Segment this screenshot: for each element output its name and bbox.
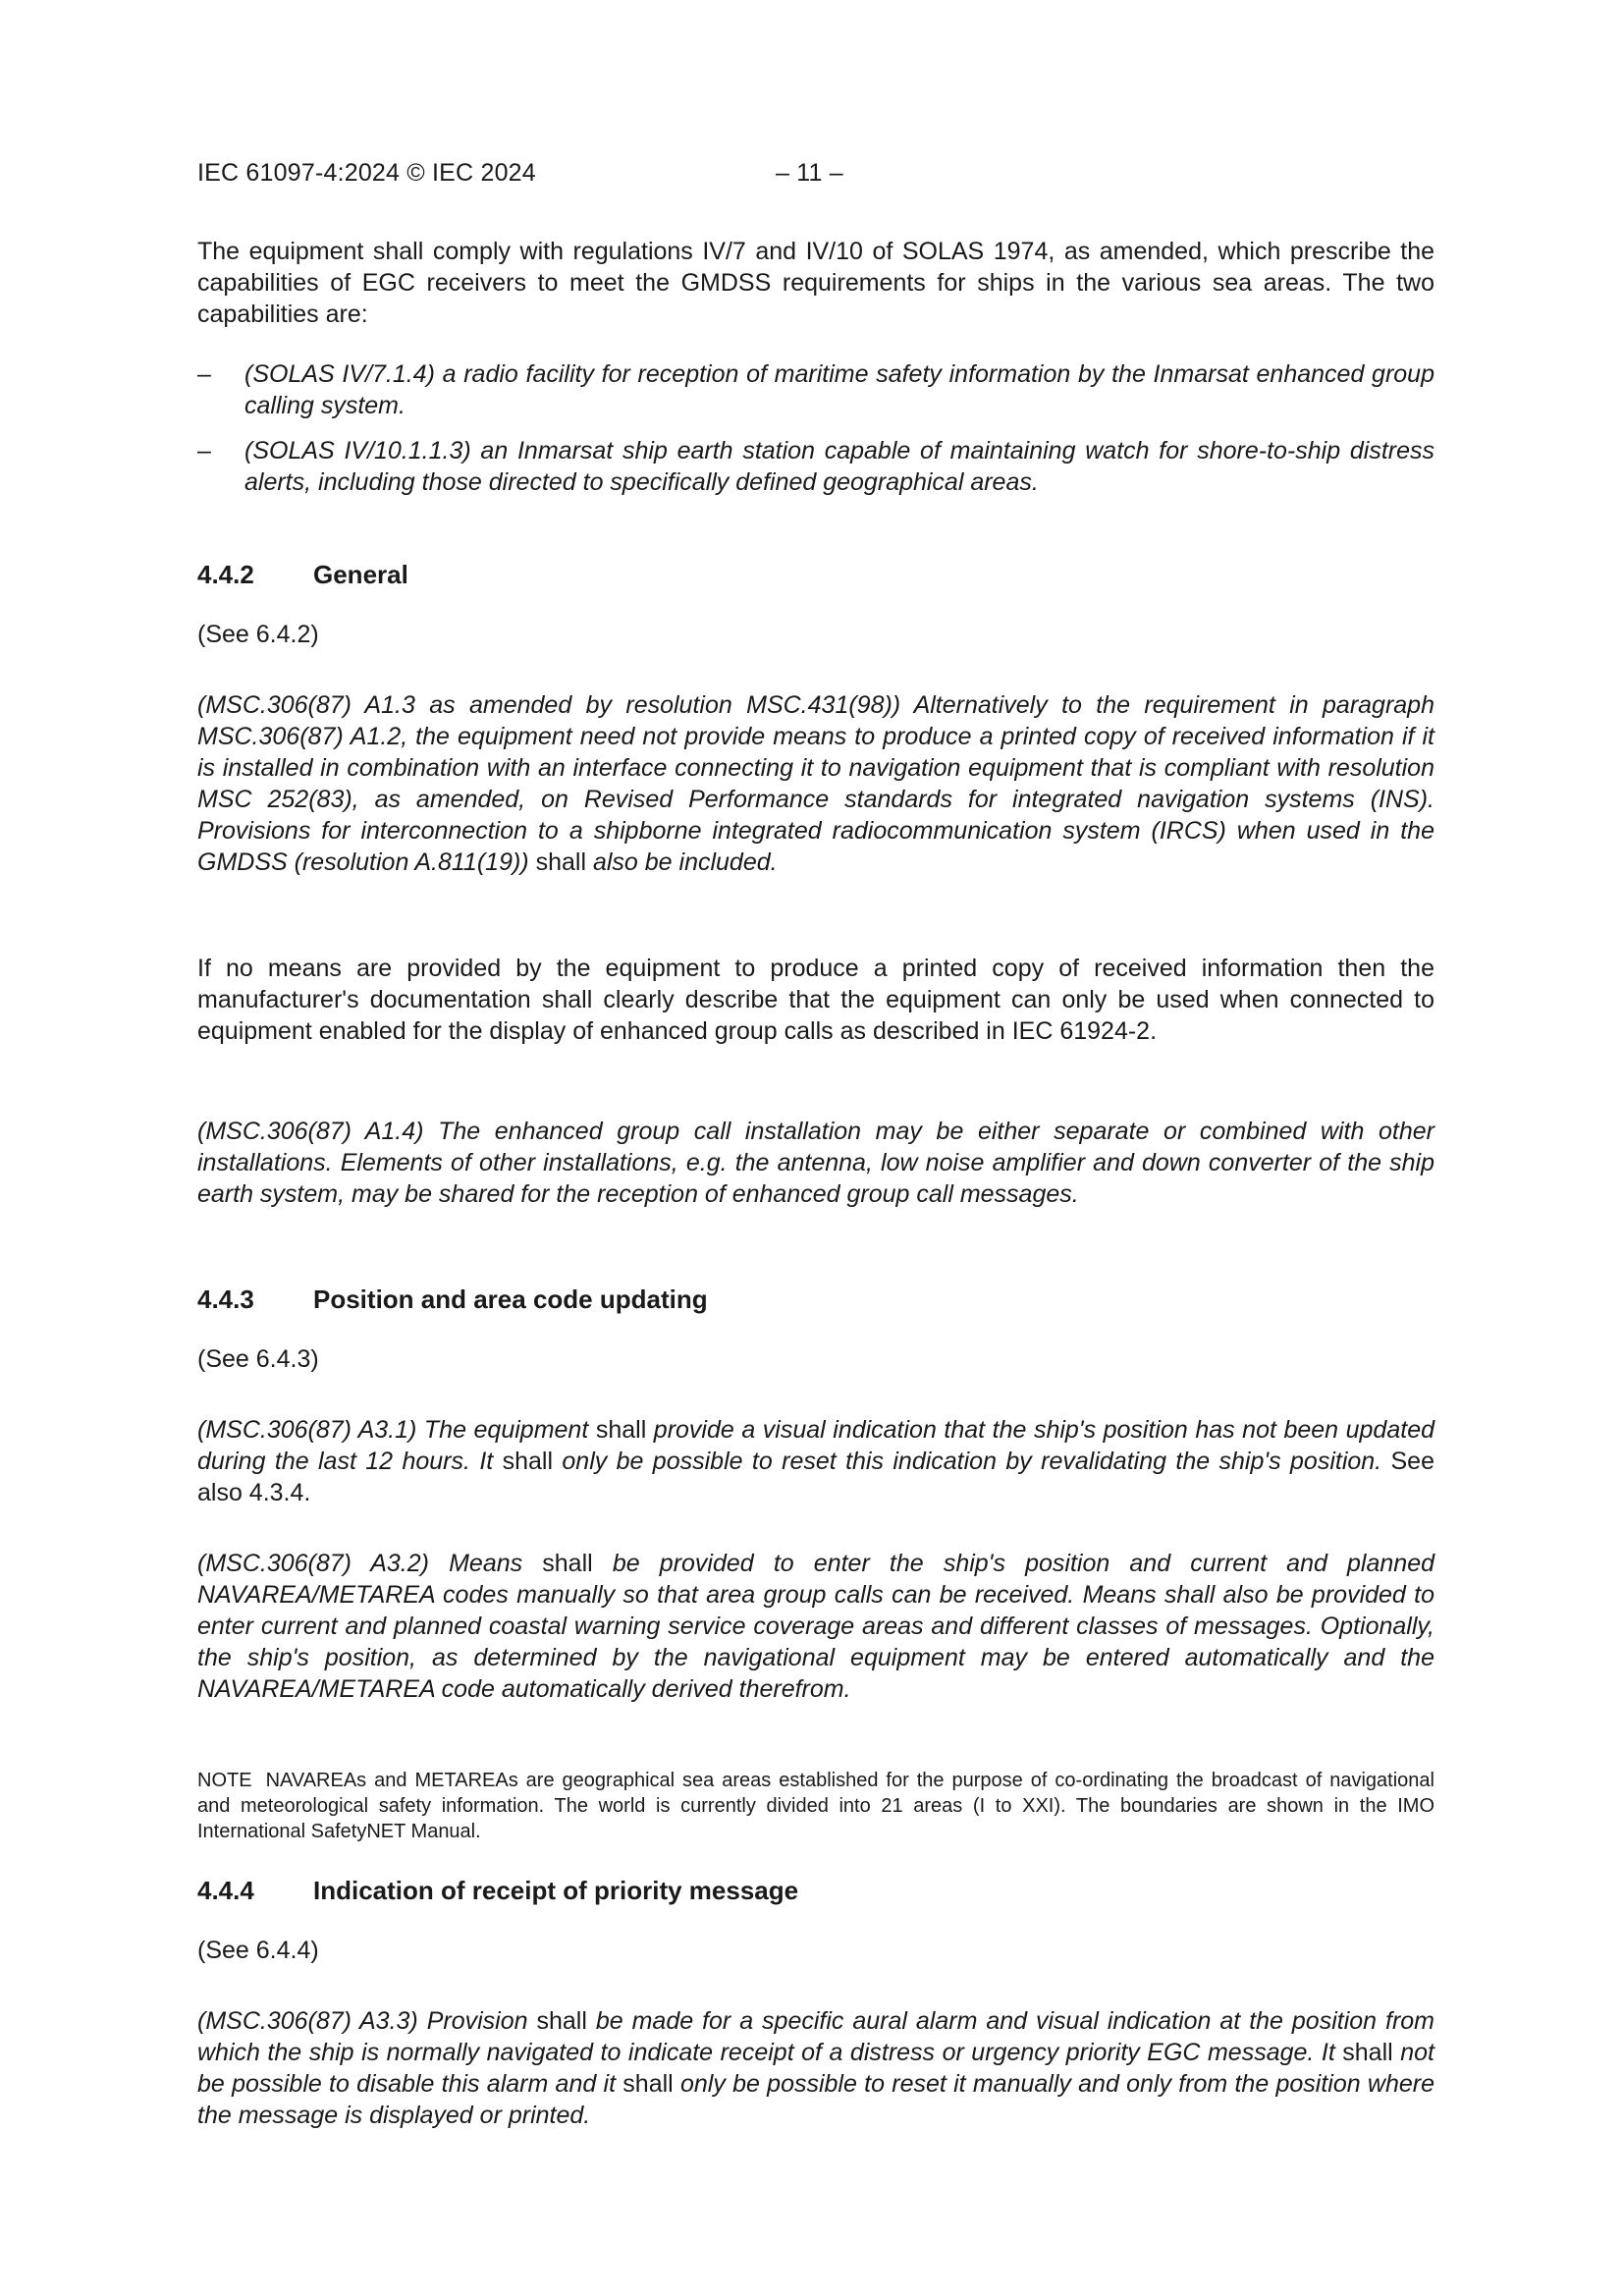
shall-keyword: shall — [1342, 2039, 1393, 2066]
bullet-text: (SOLAS IV/10.1.1.3) an Inmarsat ship earth station capable of maintaining watch for shore-to-ship distress alerts, including those directed to specifically defined geographical areas. — [244, 437, 1434, 496]
note-block — [197, 1768, 1434, 1844]
section-heading-4-4-2 — [197, 559, 408, 590]
paragraph-text: be made for a specific aural alarm and visual indication at the position from which the ship is normally navigated to indicate receipt of a distress or urgency priority EGC message. It — [197, 2007, 1434, 2066]
paragraph-text: not be possible to disable this alarm and it — [197, 2039, 1434, 2098]
header-standard-id: IEC 61097-4:2024 © IEC 2024 — [197, 159, 536, 187]
see-reference: (See 6.4.2) — [197, 621, 319, 648]
note-label: NOTE — [197, 1770, 252, 1791]
bullet-dash: – — [197, 360, 211, 388]
paragraph-text: (MSC.306(87) A3.1) The equipment — [197, 1416, 589, 1444]
shall-keyword: shall — [622, 2070, 674, 2098]
see-reference: (See 6.4.4) — [197, 1937, 319, 1964]
section-number: 4.4.3 — [197, 1285, 254, 1314]
paragraph-text: only be possible to reset this indication by revalidating the ship's position. — [562, 1448, 1382, 1475]
shall-keyword: shall — [535, 848, 586, 876]
note-text: NAVAREAs and METAREAs are geographical sea areas established for the purpose of co-ordinating the broadcast of navigational and meteorological safety information. The world is currently divided into 21 areas (I to XXI). The boundaries are shown in the IMO International SafetyNET Manual. — [197, 1770, 1434, 1842]
section-number: 4.4.4 — [197, 1876, 254, 1905]
paragraph-text: also be included. — [592, 848, 778, 876]
section-title: Indication of receipt of priority message — [313, 1876, 799, 1905]
shall-keyword: shall — [536, 2007, 587, 2035]
requirement-paragraph — [197, 1548, 1434, 1705]
paragraph-text: (MSC.306(87) A3.3) Provision — [197, 2007, 528, 2035]
paragraph-text: provide a visual indication that the ship's position has not been updated during the last 12 hours. It — [197, 1416, 1434, 1475]
body-paragraph: If no means are provided by the equipment to produce a printed copy of received information then the manufacturer's documentation shall clearly describe that the equipment can only be used when connected to equipment enabled for the display of enhanced group calls as described in IEC 61924-2. — [197, 955, 1434, 1045]
requirement-paragraph — [197, 689, 1434, 878]
section-title: General — [313, 560, 408, 589]
section-heading-4-4-4 — [197, 1875, 798, 1906]
requirement-paragraph — [197, 2005, 1434, 2131]
page-number: – 11 – — [776, 159, 843, 187]
shall-keyword: shall — [542, 1550, 593, 1577]
paragraph-text: be provided to enter the ship's position and current and planned NAVAREA/METAREA codes manually so that area group calls can be received. Means shall also be provided to enter current and planned coastal warning service coverage areas and different classes of messages. Optionally, the ship's position, as determined by the navigational equipment may be entered automatically and the NAVAREA/METAREA code automatically derived therefrom. — [197, 1550, 1435, 1703]
cross-reference: See also 4.3.4. — [197, 1448, 1434, 1506]
bullet-item — [197, 358, 1434, 421]
requirement-paragraph — [197, 1414, 1434, 1508]
section-title: Position and area code updating — [313, 1285, 708, 1314]
section-number: 4.4.2 — [197, 560, 254, 589]
bullet-item — [197, 435, 1434, 498]
requirement-paragraph: (MSC.306(87) A1.4) The enhanced group call installation may be either separate or combined with other installations. Elements of other installations, e.g. the antenna, low noise amplifier and down converter of the ship earth system, may be shared for the reception of enhanced group call messages. — [197, 1118, 1434, 1208]
paragraph-text: only be possible to reset it manually and only from the position where the message is displayed or printed. — [197, 2070, 1435, 2129]
section-heading-4-4-3 — [197, 1284, 708, 1315]
bullet-text: (SOLAS IV/7.1.4) a radio facility for reception of maritime safety information by the Inmarsat enhanced group calling system. — [244, 360, 1434, 419]
paragraph-text: (MSC.306(87) A1.3 as amended by resolution MSC.431(98)) Alternatively to the requirement in paragraph MSC.306(87) A1.2, the equipment need not provide means to produce a printed copy of received information if it is installed in combination with an interface connecting it to navigation equipment that is compliant with resolution MSC 252(83), as amended, on Revised Performance standards for integrated navigation systems (INS). Provisions for interconnection to a shipborne integrated radiocommunication system (IRCS) when used in the GMDSS (resolution A.811(19)) — [197, 691, 1434, 876]
shall-keyword: shall — [502, 1448, 554, 1475]
bullet-dash: – — [197, 437, 211, 465]
see-reference: (See 6.4.3) — [197, 1345, 319, 1373]
shall-keyword: shall — [595, 1416, 647, 1444]
intro-paragraph: The equipment shall comply with regulations IV/7 and IV/10 of SOLAS 1974, as amended, which prescribe the capabilities of EGC receivers to meet the GMDSS requirements for ships in the various sea areas. The two capabilities are: — [197, 238, 1434, 328]
paragraph-text: (MSC.306(87) A3.2) Means — [197, 1550, 523, 1577]
